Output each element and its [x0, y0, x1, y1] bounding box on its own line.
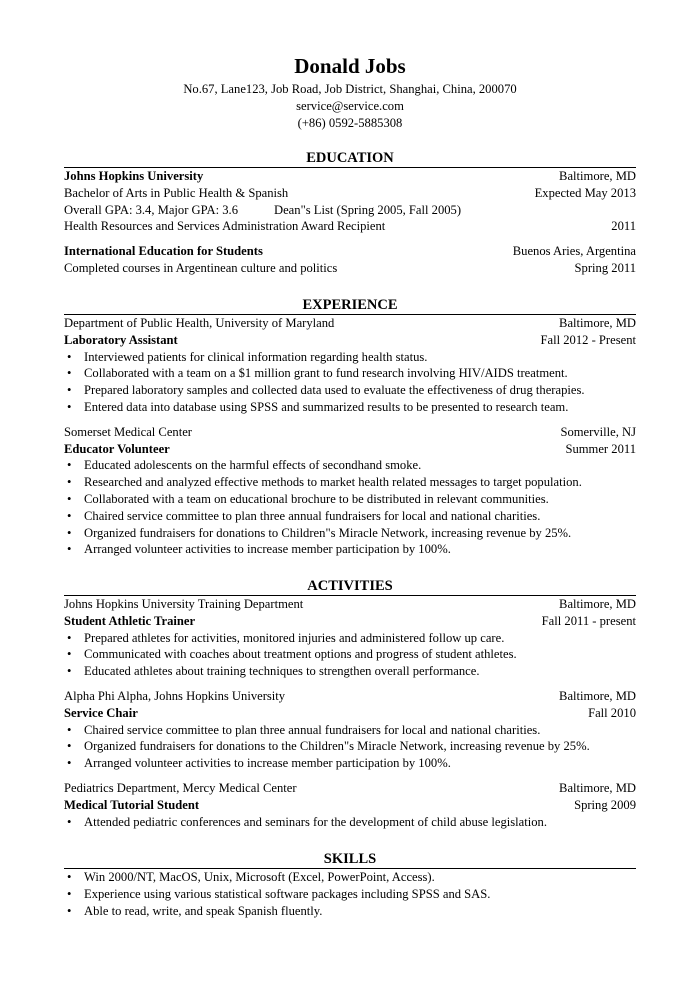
activities-section — [64, 578, 636, 830]
education-section — [64, 150, 636, 277]
bullet-icon: • — [67, 383, 72, 398]
section-title-experience: EXPERIENCE — [302, 297, 398, 313]
activity-date: Fall 2011 - present — [541, 613, 636, 628]
email: service@service.com — [296, 99, 404, 113]
activity-role: Service Chair — [64, 705, 138, 720]
bullet-icon: • — [67, 756, 72, 771]
job-date: Fall 2012 - Present — [540, 332, 636, 347]
bullet-icon: • — [67, 491, 72, 506]
list-item: • Chaired service committee to plan three annual fundraisers for local and national charities. — [67, 722, 541, 737]
bullet-icon: • — [67, 525, 72, 540]
activity-entry — [64, 780, 636, 830]
list-item: • Collaborated with a team on educational brochure to be distributed in relevant communities. — [67, 491, 549, 506]
institution-location: Buenos Aries, Argentina — [512, 244, 636, 259]
list-item: • Experience using various statistical software packages including SPSS and SAS. — [67, 886, 491, 901]
job-title: Laboratory Assistant — [64, 332, 178, 347]
bullet-icon: • — [67, 630, 72, 645]
activity-entry — [64, 596, 636, 680]
section-title-skills: SKILLS — [323, 851, 377, 867]
job-title: Educator Volunteer — [64, 441, 170, 456]
list-item: • Entered data into database using SPSS and summarized results to be presented to research team. — [67, 399, 569, 414]
bullet-icon: • — [67, 814, 72, 829]
experience-entry — [64, 424, 636, 558]
list-item: • Prepared laboratory samples and collected data used to evaluate the effectiveness of drug therapies. — [67, 383, 585, 398]
skills-section — [64, 851, 636, 919]
bullet-icon: • — [67, 647, 72, 662]
activity-date: Fall 2010 — [588, 705, 636, 720]
organization: Alpha Phi Alpha, Johns Hopkins University — [64, 688, 286, 703]
experience-section — [64, 297, 636, 558]
gpa: Overall GPA: 3.4, Major GPA: 3.6 — [64, 202, 238, 217]
institution-name: International Education for Students — [64, 244, 263, 259]
list-item: • Educated athletes about training techniques to strengthen overall performance. — [67, 664, 480, 679]
bullet-list — [64, 814, 636, 831]
organization-location: Somerville, NJ — [560, 424, 636, 439]
award: Health Resources and Services Administration Award Recipient — [64, 219, 386, 234]
bullet-list — [64, 457, 636, 558]
institution-location: Baltimore, MD — [559, 169, 636, 183]
bullet-icon: • — [67, 870, 72, 884]
bullet-icon: • — [67, 664, 72, 679]
list-item: • Collaborated with a team on a $1 million grant to fund research involving HIV/AIDS treatment. — [67, 366, 568, 381]
bullet-list — [64, 722, 636, 772]
organization: Somerset Medical Center — [64, 424, 192, 439]
bullet-icon: • — [67, 366, 72, 381]
activity-role: Student Athletic Trainer — [64, 613, 196, 628]
activity-date: Spring 2009 — [574, 797, 636, 812]
bullet-icon: • — [67, 542, 72, 557]
bullet-icon: • — [67, 739, 72, 754]
organization-location: Baltimore, MD — [559, 597, 636, 611]
address: No.67, Lane123, Job Road, Job District, Shanghai, China, 200070 — [183, 82, 517, 96]
organization-location: Baltimore, MD — [559, 316, 636, 330]
list-item: • Interviewed patients for clinical information regarding health status. — [67, 349, 428, 364]
candidate-name: Donald Jobs — [294, 54, 406, 78]
contact-block — [0, 81, 700, 132]
education-entry — [64, 168, 636, 235]
organization: Pediatrics Department, Mercy Medical Center — [64, 780, 297, 795]
bullet-icon: • — [67, 886, 72, 901]
institution-name: Johns Hopkins University — [64, 169, 204, 183]
bullet-icon: • — [67, 349, 72, 364]
experience-entry — [64, 315, 636, 416]
organization-location: Baltimore, MD — [559, 688, 636, 703]
organization: Department of Public Health, University of Maryland — [64, 316, 335, 330]
organization-location: Baltimore, MD — [559, 780, 636, 795]
list-item: • Arranged volunteer activities to increase member participation by 100%. — [67, 542, 451, 557]
bullet-list — [64, 630, 636, 680]
education-date: Expected May 2013 — [534, 185, 636, 200]
list-item: • Chaired service committee to plan three annual fundraisers for local and national charities. — [67, 508, 541, 523]
deans-list: Dean"s List (Spring 2005, Fall 2005) — [274, 202, 462, 217]
section-title-activities: ACTIVITIES — [307, 578, 393, 594]
organization: Johns Hopkins University Training Department — [64, 597, 304, 611]
education-entry — [64, 243, 636, 277]
bullet-icon: • — [67, 458, 72, 473]
section-title-education: EDUCATION — [306, 150, 394, 166]
list-item: • Prepared athletes for activities, monitored injuries and administered follow up care. — [67, 630, 505, 645]
bullet-icon: • — [67, 475, 72, 490]
list-item: • Communicated with coaches about treatment options and progress of student athletes. — [67, 647, 517, 662]
bullet-icon: • — [67, 722, 72, 737]
list-item: • Researched and analyzed effective methods to market health related messages to target population. — [67, 475, 582, 490]
bullet-list — [64, 349, 636, 416]
list-item: • Able to read, write, and speak Spanish fluently. — [67, 903, 323, 918]
education-date: Spring 2011 — [574, 260, 636, 275]
list-item: • Arranged volunteer activities to increase member participation by 100%. — [67, 756, 451, 771]
activity-entry — [64, 688, 636, 772]
list-item: • Win 2000/NT, MacOS, Unix, Microsoft (Excel, PowerPoint, Access). — [67, 870, 435, 884]
bullet-list — [64, 869, 636, 919]
award-year: 2011 — [611, 219, 636, 234]
degree: Bachelor of Arts in Public Health & Spanish — [64, 185, 289, 200]
list-item: • Organized fundraisers for donations to the Children"s Miracle Network, increasing revenue by 25%. — [67, 739, 590, 754]
bullet-icon: • — [67, 903, 72, 918]
bullet-icon: • — [67, 508, 72, 523]
bullet-icon: • — [67, 399, 72, 414]
list-item: • Attended pediatric conferences and seminars for the development of child abuse legislation. — [67, 814, 548, 829]
phone: (+86) 0592-5885308 — [297, 116, 403, 130]
activity-role: Medical Tutorial Student — [64, 797, 200, 812]
education-detail: Completed courses in Argentinean culture and politics — [64, 260, 338, 275]
job-date: Summer 2011 — [565, 441, 636, 456]
list-item: • Organized fundraisers for donations to Children"s Miracle Network, increasing revenue by 25%. — [67, 525, 572, 540]
list-item: • Educated adolescents on the harmful effects of secondhand smoke. — [67, 458, 422, 473]
